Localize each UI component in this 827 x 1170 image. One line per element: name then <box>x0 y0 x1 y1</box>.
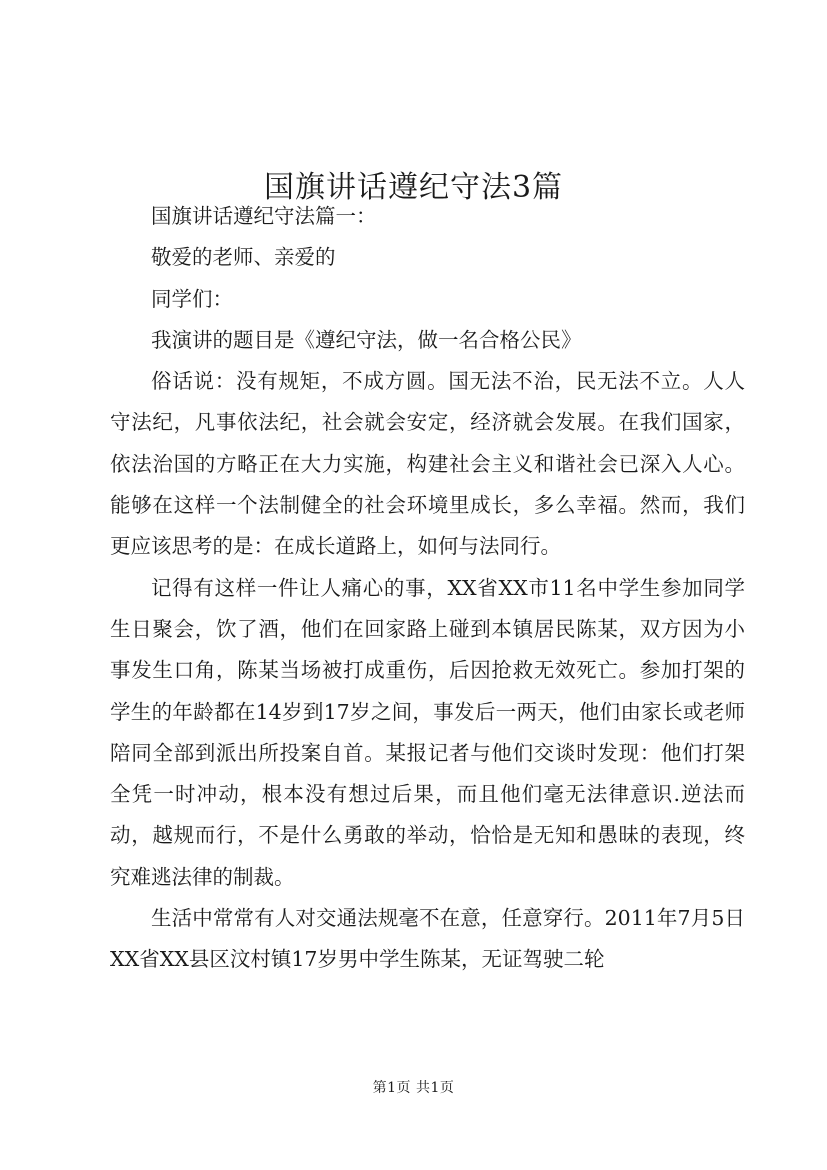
paragraph-salutation: 敬爱的老师、亲爱的 <box>151 245 336 270</box>
document-title: 国旗讲话遵纪守法3篇 <box>263 170 564 206</box>
paragraph-body-1: 俗话说：没有规矩，不成方圆。国无法不治，民无法不立。人人守法纪，凡事依法纪，社会就会安定，经济就会发展。在我们国家，依法治国的方略正在大力实施，构建社会主义和谐社会已深入人心。能够在这样一个法制健全的社会环境里成长，多么幸福。然而，我们更应该思考的是：在成长道路上，如何与法同行。 <box>110 369 745 559</box>
page-footer: 第1页 共1页 <box>372 1080 455 1096</box>
paragraph-body-2: 记得有这样一件让人痛心的事，XX省XX市11名中学生参加同学生日聚会，饮了酒，他们在回家路上碰到本镇居民陈某，双方因为小事发生口角，陈某当场被打成重伤，后因抢救无效死亡。参加打架的学生的年龄都在14岁到17岁之间，事发后一两天，他们由家长或老师陪同全部到派出所投案自首。某报记者与他们交谈时发现：他们打架全凭一时冲动，根本没有想过后果，而且他们毫无法律意识.逆法而动，越规而行，不是什么勇敢的举动，恰恰是无知和愚昧的表现，终究难逃法律的制裁。 <box>110 575 745 889</box>
paragraph-heading: 国旗讲话遵纪守法篇一： <box>151 204 377 228</box>
paragraph-salutation-cont: 同学们： <box>151 286 233 311</box>
paragraph-topic: 我演讲的题目是《遵纪守法，做一名合格公民》 <box>151 327 582 352</box>
document-body <box>110 196 745 981</box>
paragraph-body-3: 生活中常常有人对交通法规毫不在意，任意穿行。2011年7月5日XX省XX县区汶村镇17岁男中学生陈某，无证驾驶二轮 <box>110 906 745 972</box>
